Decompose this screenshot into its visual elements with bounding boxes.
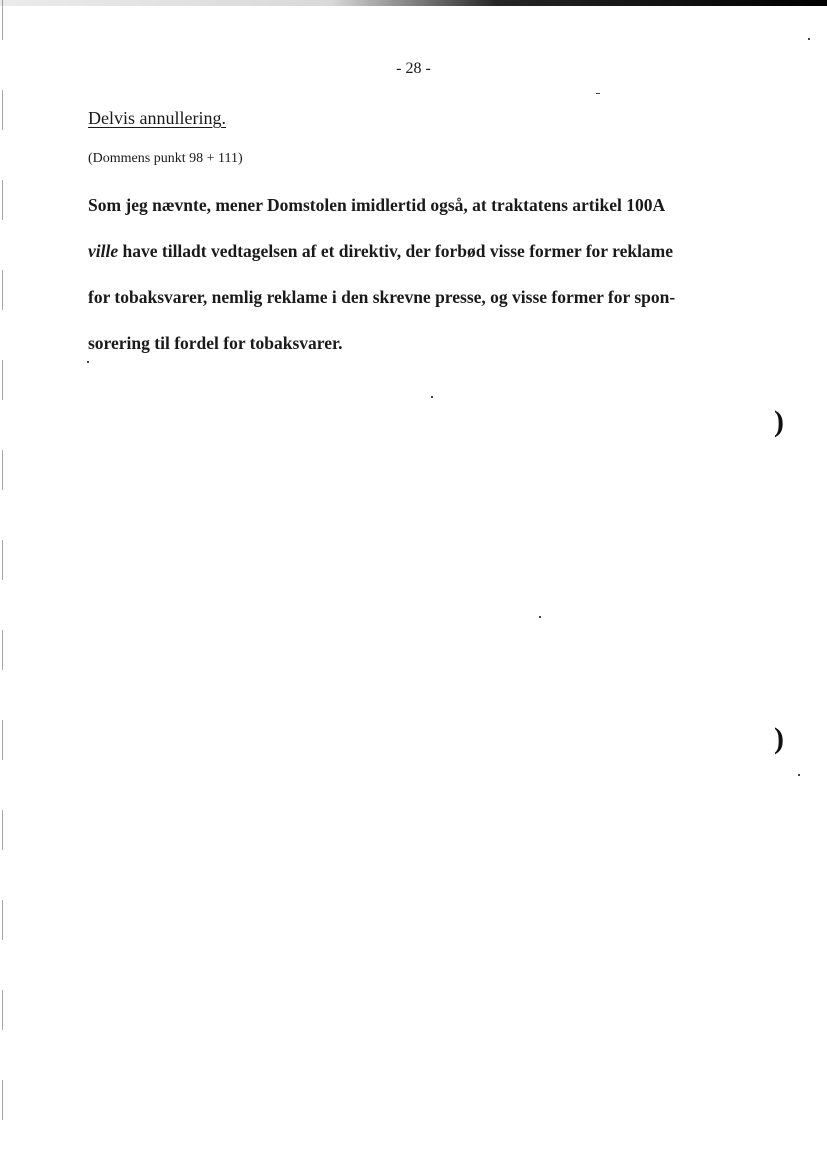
scan-speck <box>87 361 89 363</box>
scan-speck <box>596 93 600 94</box>
scan-speck <box>798 774 800 776</box>
scan-edge-top <box>0 0 827 6</box>
paragraph-line-2 <box>88 228 748 274</box>
body-paragraph <box>88 182 748 366</box>
judgment-reference: (Dommens punkt 98 + 111) <box>88 151 243 166</box>
scan-speck <box>431 396 433 398</box>
binder-hole-mark-icon: ) <box>774 405 784 438</box>
paragraph-line-3: for tobaksvarer, nemlig reklame i den skrevne presse, og visse former for spon- <box>88 287 676 307</box>
page-number: - 28 - <box>396 60 431 77</box>
paragraph-line-1: Som jeg nævnte, mener Domstolen imidlertid også, at traktatens artikel 100A <box>88 195 666 215</box>
scan-speck <box>808 38 810 40</box>
paragraph-line-2-rest: have tilladt vedtagelsen af et direktiv, der forbød visse former for reklame <box>118 241 674 261</box>
binder-hole-mark-icon: ) <box>774 722 784 755</box>
paragraph-line-4: sorering til fordel for tobaksvarer. <box>88 333 343 353</box>
section-heading: Delvis annullering. <box>88 108 226 128</box>
paragraph-emphasis: ville <box>88 241 119 261</box>
scan-speck <box>539 616 541 618</box>
scan-edge-left <box>2 0 3 1163</box>
